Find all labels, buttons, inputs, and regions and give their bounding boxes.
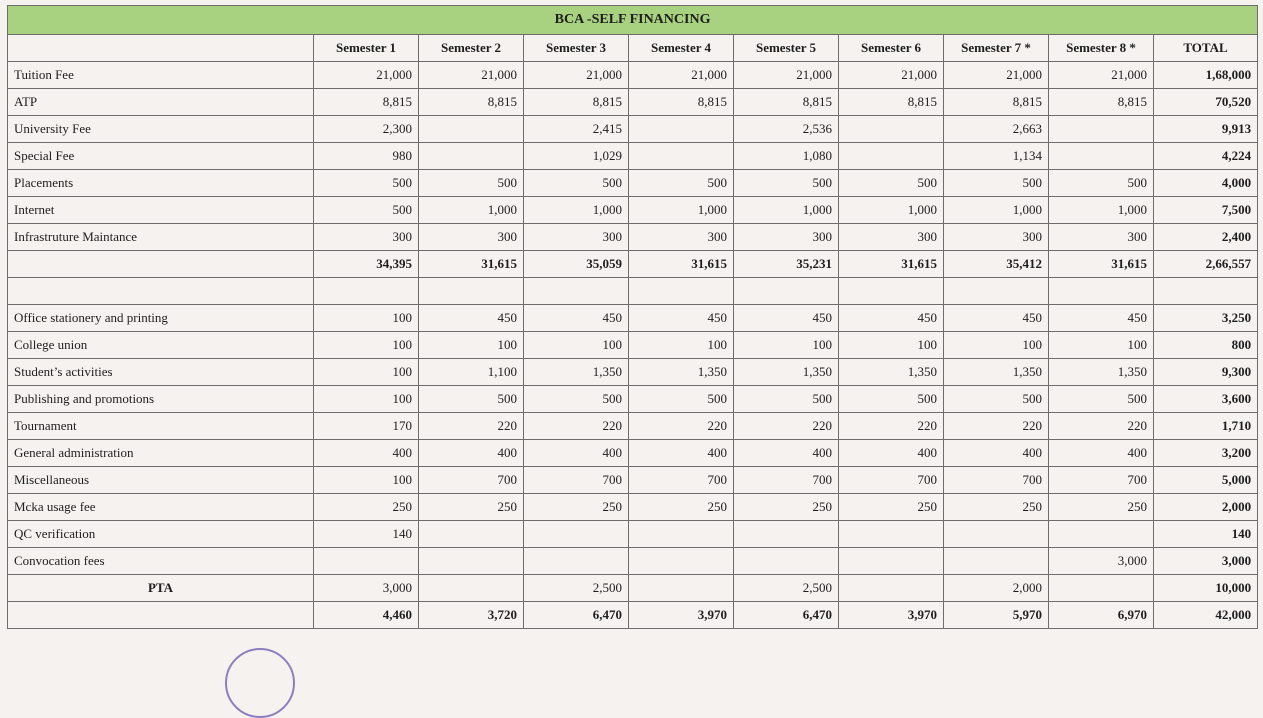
amount-cell: 6,470: [734, 602, 839, 629]
amount-cell: [629, 143, 734, 170]
amount-cell: 100: [944, 332, 1049, 359]
amount-cell: [944, 278, 1049, 305]
amount-cell: [839, 548, 944, 575]
amount-cell: 220: [419, 413, 524, 440]
amount-cell: 300: [629, 224, 734, 251]
amount-cell: 3,970: [629, 602, 734, 629]
amount-cell: 250: [944, 494, 1049, 521]
amount-cell: 35,231: [734, 251, 839, 278]
fee-row: [8, 413, 1258, 440]
row-label: Tuition Fee: [8, 62, 314, 89]
fee-row: [8, 440, 1258, 467]
amount-cell: 450: [419, 305, 524, 332]
amount-cell: 21,000: [734, 62, 839, 89]
amount-cell: 300: [944, 224, 1049, 251]
row-label: General administration: [8, 440, 314, 467]
amount-cell: 220: [839, 413, 944, 440]
header-semester-1: Semester 1: [314, 35, 419, 62]
amount-cell: [839, 575, 944, 602]
amount-cell: [419, 575, 524, 602]
header-semester-4: Semester 4: [629, 35, 734, 62]
amount-cell: 8,815: [839, 89, 944, 116]
college-seal: [225, 648, 295, 718]
amount-cell: 1,350: [629, 359, 734, 386]
amount-cell: [734, 548, 839, 575]
amount-cell: 400: [839, 440, 944, 467]
amount-cell: 4,460: [314, 602, 419, 629]
amount-cell: 1,350: [944, 359, 1049, 386]
amount-cell: [419, 548, 524, 575]
row-total: 3,000: [1154, 548, 1258, 575]
amount-cell: [629, 575, 734, 602]
amount-cell: 6,970: [1049, 602, 1154, 629]
amount-cell: 1,350: [524, 359, 629, 386]
row-label: Publishing and promotions: [8, 386, 314, 413]
amount-cell: 300: [524, 224, 629, 251]
amount-cell: 100: [524, 332, 629, 359]
amount-cell: 500: [1049, 386, 1154, 413]
header-semester-2: Semester 2: [419, 35, 524, 62]
row-label: [8, 251, 314, 278]
amount-cell: 450: [839, 305, 944, 332]
amount-cell: 1,350: [1049, 359, 1154, 386]
amount-cell: 31,615: [839, 251, 944, 278]
row-label: Student’s activities: [8, 359, 314, 386]
amount-cell: [629, 521, 734, 548]
amount-cell: 300: [734, 224, 839, 251]
row-total: 3,200: [1154, 440, 1258, 467]
row-total: 9,913: [1154, 116, 1258, 143]
amount-cell: 140: [314, 521, 419, 548]
fee-row: [8, 386, 1258, 413]
row-total: 140: [1154, 521, 1258, 548]
amount-cell: 31,615: [419, 251, 524, 278]
amount-cell: 250: [734, 494, 839, 521]
amount-cell: 450: [1049, 305, 1154, 332]
amount-cell: [839, 116, 944, 143]
amount-cell: 300: [839, 224, 944, 251]
amount-cell: 8,815: [1049, 89, 1154, 116]
subtotal-row: [8, 602, 1258, 629]
amount-cell: 2,536: [734, 116, 839, 143]
amount-cell: 700: [629, 467, 734, 494]
header-total: TOTAL: [1154, 35, 1258, 62]
row-total: 10,000: [1154, 575, 1258, 602]
amount-cell: 3,970: [839, 602, 944, 629]
amount-cell: 300: [419, 224, 524, 251]
fee-row: [8, 116, 1258, 143]
row-total: 3,250: [1154, 305, 1258, 332]
row-total: [1154, 278, 1258, 305]
row-total: 42,000: [1154, 602, 1258, 629]
row-label: Office stationery and printing: [8, 305, 314, 332]
fee-row: [8, 143, 1258, 170]
row-label: Miscellaneous: [8, 467, 314, 494]
amount-cell: [419, 278, 524, 305]
amount-cell: [839, 143, 944, 170]
amount-cell: 220: [629, 413, 734, 440]
row-label: Tournament: [8, 413, 314, 440]
amount-cell: [419, 116, 524, 143]
amount-cell: 2,415: [524, 116, 629, 143]
fee-row: [8, 467, 1258, 494]
row-total: 3,600: [1154, 386, 1258, 413]
amount-cell: 1,350: [839, 359, 944, 386]
fee-row: [8, 359, 1258, 386]
amount-cell: 2,500: [524, 575, 629, 602]
row-label: College union: [8, 332, 314, 359]
fee-row: [8, 521, 1258, 548]
amount-cell: 500: [524, 170, 629, 197]
amount-cell: [524, 548, 629, 575]
amount-cell: [629, 116, 734, 143]
amount-cell: 35,412: [944, 251, 1049, 278]
amount-cell: 100: [314, 332, 419, 359]
fee-row: [8, 305, 1258, 332]
amount-cell: 8,815: [419, 89, 524, 116]
amount-cell: 980: [314, 143, 419, 170]
fee-row: [8, 170, 1258, 197]
header-row: [8, 35, 1258, 62]
amount-cell: 1,000: [944, 197, 1049, 224]
amount-cell: 170: [314, 413, 419, 440]
amount-cell: 400: [1049, 440, 1154, 467]
amount-cell: [629, 278, 734, 305]
fee-row: [8, 494, 1258, 521]
amount-cell: 1,000: [419, 197, 524, 224]
amount-cell: [839, 521, 944, 548]
amount-cell: 1,350: [734, 359, 839, 386]
row-label: [8, 602, 314, 629]
amount-cell: 100: [419, 332, 524, 359]
amount-cell: 250: [314, 494, 419, 521]
amount-cell: [314, 278, 419, 305]
amount-cell: 6,470: [524, 602, 629, 629]
row-label: Mcka usage fee: [8, 494, 314, 521]
header-label-cell: [8, 35, 314, 62]
amount-cell: 100: [1049, 332, 1154, 359]
amount-cell: 700: [944, 467, 1049, 494]
amount-cell: 1,080: [734, 143, 839, 170]
amount-cell: 3,000: [314, 575, 419, 602]
amount-cell: [944, 548, 1049, 575]
row-total: 2,400: [1154, 224, 1258, 251]
amount-cell: 8,815: [734, 89, 839, 116]
amount-cell: [1049, 278, 1154, 305]
amount-cell: [944, 521, 1049, 548]
amount-cell: 400: [944, 440, 1049, 467]
amount-cell: 8,815: [629, 89, 734, 116]
fee-row: [8, 89, 1258, 116]
fee-row: [8, 332, 1258, 359]
amount-cell: [524, 278, 629, 305]
amount-cell: 31,615: [629, 251, 734, 278]
amount-cell: 700: [524, 467, 629, 494]
amount-cell: 8,815: [314, 89, 419, 116]
amount-cell: 3,000: [1049, 548, 1154, 575]
amount-cell: 3,720: [419, 602, 524, 629]
amount-cell: 250: [1049, 494, 1154, 521]
row-label: [8, 278, 314, 305]
amount-cell: 500: [419, 386, 524, 413]
row-total: 1,710: [1154, 413, 1258, 440]
amount-cell: [419, 521, 524, 548]
amount-cell: 100: [314, 467, 419, 494]
amount-cell: 400: [734, 440, 839, 467]
amount-cell: 400: [314, 440, 419, 467]
amount-cell: 250: [629, 494, 734, 521]
fee-table: [7, 5, 1258, 629]
amount-cell: 450: [629, 305, 734, 332]
fee-row: [8, 575, 1258, 602]
amount-cell: 220: [944, 413, 1049, 440]
row-total: 7,500: [1154, 197, 1258, 224]
amount-cell: 500: [944, 170, 1049, 197]
fee-row: [8, 224, 1258, 251]
amount-cell: 700: [839, 467, 944, 494]
amount-cell: 21,000: [1049, 62, 1154, 89]
amount-cell: 500: [314, 170, 419, 197]
amount-cell: 450: [524, 305, 629, 332]
amount-cell: 2,500: [734, 575, 839, 602]
amount-cell: 8,815: [944, 89, 1049, 116]
amount-cell: 8,815: [524, 89, 629, 116]
amount-cell: 100: [314, 386, 419, 413]
amount-cell: 21,000: [944, 62, 1049, 89]
amount-cell: 21,000: [839, 62, 944, 89]
fee-structure-sheet: [7, 5, 1257, 640]
amount-cell: 2,663: [944, 116, 1049, 143]
amount-cell: [1049, 143, 1154, 170]
row-label: Placements: [8, 170, 314, 197]
amount-cell: 220: [734, 413, 839, 440]
amount-cell: 500: [839, 170, 944, 197]
row-label: PTA: [8, 575, 314, 602]
amount-cell: 35,059: [524, 251, 629, 278]
subtotal-row: [8, 251, 1258, 278]
fee-row: [8, 197, 1258, 224]
amount-cell: [419, 143, 524, 170]
amount-cell: 100: [734, 332, 839, 359]
amount-cell: [314, 548, 419, 575]
header-semester-6: Semester 6: [839, 35, 944, 62]
amount-cell: [734, 521, 839, 548]
row-total: 9,300: [1154, 359, 1258, 386]
row-total: 1,68,000: [1154, 62, 1258, 89]
amount-cell: 250: [524, 494, 629, 521]
amount-cell: 2,000: [944, 575, 1049, 602]
row-label: QC verification: [8, 521, 314, 548]
amount-cell: 21,000: [629, 62, 734, 89]
amount-cell: 700: [734, 467, 839, 494]
row-total: 800: [1154, 332, 1258, 359]
amount-cell: 21,000: [314, 62, 419, 89]
amount-cell: [524, 521, 629, 548]
amount-cell: 1,134: [944, 143, 1049, 170]
amount-cell: 500: [629, 170, 734, 197]
amount-cell: 500: [839, 386, 944, 413]
header-semester-3: Semester 3: [524, 35, 629, 62]
amount-cell: 1,000: [1049, 197, 1154, 224]
amount-cell: 400: [524, 440, 629, 467]
amount-cell: 34,395: [314, 251, 419, 278]
row-label: Infrastruture Maintance: [8, 224, 314, 251]
fee-row: [8, 548, 1258, 575]
title-row: [8, 6, 1258, 35]
amount-cell: [1049, 575, 1154, 602]
row-label: Special Fee: [8, 143, 314, 170]
amount-cell: 220: [1049, 413, 1154, 440]
amount-cell: 5,970: [944, 602, 1049, 629]
amount-cell: 400: [629, 440, 734, 467]
amount-cell: 700: [419, 467, 524, 494]
amount-cell: 500: [419, 170, 524, 197]
row-total: 5,000: [1154, 467, 1258, 494]
row-total: 4,224: [1154, 143, 1258, 170]
amount-cell: 31,615: [1049, 251, 1154, 278]
header-semester-8: Semester 8 *: [1049, 35, 1154, 62]
amount-cell: 250: [419, 494, 524, 521]
amount-cell: [839, 278, 944, 305]
row-total: 70,520: [1154, 89, 1258, 116]
row-label: Convocation fees: [8, 548, 314, 575]
amount-cell: 250: [839, 494, 944, 521]
amount-cell: 100: [314, 305, 419, 332]
header-semester-5: Semester 5: [734, 35, 839, 62]
amount-cell: 1,000: [734, 197, 839, 224]
amount-cell: 1,000: [524, 197, 629, 224]
amount-cell: 500: [1049, 170, 1154, 197]
amount-cell: [629, 548, 734, 575]
amount-cell: 1,100: [419, 359, 524, 386]
amount-cell: 500: [629, 386, 734, 413]
fee-row: [8, 278, 1258, 305]
header-semester-7: Semester 7 *: [944, 35, 1049, 62]
amount-cell: [1049, 521, 1154, 548]
amount-cell: 400: [419, 440, 524, 467]
amount-cell: [734, 278, 839, 305]
amount-cell: 700: [1049, 467, 1154, 494]
row-total: 2,66,557: [1154, 251, 1258, 278]
amount-cell: 300: [1049, 224, 1154, 251]
amount-cell: 450: [734, 305, 839, 332]
amount-cell: 500: [314, 197, 419, 224]
amount-cell: 500: [734, 386, 839, 413]
row-label: University Fee: [8, 116, 314, 143]
amount-cell: 450: [944, 305, 1049, 332]
amount-cell: 300: [314, 224, 419, 251]
amount-cell: 1,000: [839, 197, 944, 224]
amount-cell: 2,300: [314, 116, 419, 143]
row-label: Internet: [8, 197, 314, 224]
amount-cell: 500: [524, 386, 629, 413]
amount-cell: 21,000: [419, 62, 524, 89]
amount-cell: 500: [944, 386, 1049, 413]
amount-cell: 100: [629, 332, 734, 359]
amount-cell: 1,000: [629, 197, 734, 224]
amount-cell: 500: [734, 170, 839, 197]
amount-cell: [1049, 116, 1154, 143]
amount-cell: 220: [524, 413, 629, 440]
amount-cell: 100: [839, 332, 944, 359]
row-label: ATP: [8, 89, 314, 116]
table-title: BCA -SELF FINANCING: [8, 6, 1258, 35]
amount-cell: 21,000: [524, 62, 629, 89]
amount-cell: 100: [314, 359, 419, 386]
amount-cell: 1,029: [524, 143, 629, 170]
row-total: 4,000: [1154, 170, 1258, 197]
row-total: 2,000: [1154, 494, 1258, 521]
fee-row: [8, 62, 1258, 89]
